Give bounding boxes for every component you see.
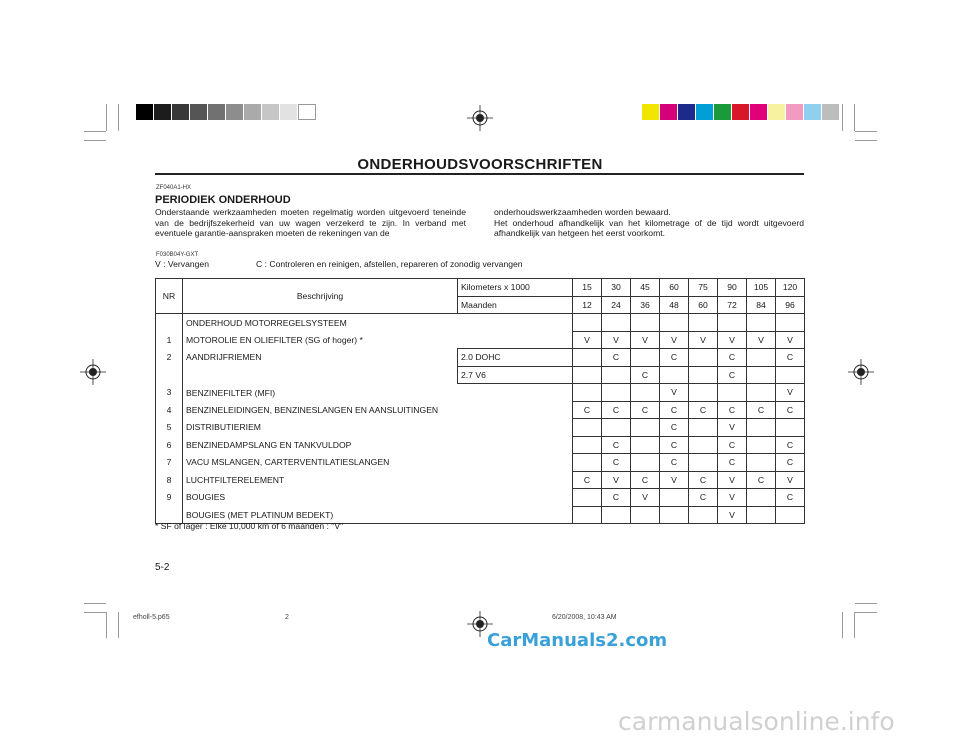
interval-cell: C [718,454,747,472]
row-number: 4 [156,401,183,419]
interval-cell: V [631,489,660,507]
km-cell: 105 [747,279,776,297]
table-row [156,471,805,489]
interval-cell: V [718,506,747,524]
interval-cell [573,384,602,402]
interval-cell: V [660,331,689,349]
months-cell: 48 [660,296,689,314]
interval-cell: C [747,471,776,489]
interval-cell: C [776,401,805,419]
interval-cell: C [718,401,747,419]
interval-cell [689,419,718,437]
gray-swatch [244,104,262,120]
months-cell: 60 [689,296,718,314]
footnote: * SF of lager : Elke 10,000 km of 6 maanden : "V" [155,521,344,531]
interval-cell: C [660,454,689,472]
interval-cell: V [602,331,631,349]
color-swatch [750,104,768,120]
interval-cell: C [747,401,776,419]
interval-cell [747,506,776,524]
legend-c: C : Controleren en reinigen, afstellen, repareren of zonodig vervangen [256,259,523,269]
table-row [156,419,805,437]
km-cell: 30 [602,279,631,297]
interval-cell [602,506,631,524]
interval-cell: C [660,401,689,419]
color-swatch [768,104,786,120]
row-number: 2 [156,349,183,367]
row-description: BOUGIES (MET PLATINUM BEDEKT) [183,506,573,524]
gray-swatch [172,104,190,120]
interval-cell: C [602,349,631,367]
row-description [183,366,458,384]
interval-cell [747,349,776,367]
table-header-row [156,279,805,297]
table-row [156,331,805,349]
interval-cell [689,349,718,367]
gray-swatch [262,104,280,120]
interval-cell: V [747,331,776,349]
watermark-online: carmanualsonline.info [618,707,895,736]
interval-cell: C [573,471,602,489]
row-description: BENZINELEIDINGEN, BENZINESLANGEN EN AANSLUITINGEN [183,401,573,419]
interval-cell: C [689,489,718,507]
gray-swatch [280,104,298,120]
interval-cell: C [602,436,631,454]
interval-cell: V [776,471,805,489]
interval-cell [631,384,660,402]
interval-cell [747,419,776,437]
km-cell: 120 [776,279,805,297]
interval-cell: C [718,436,747,454]
months-cell: 36 [631,296,660,314]
legend-code: F030B04Y-GXT [156,252,199,258]
table-row [156,384,805,402]
interval-cell: C [718,349,747,367]
months-cell: 72 [718,296,747,314]
interval-cell: V [660,384,689,402]
interval-cell [631,454,660,472]
interval-cell: C [776,349,805,367]
row-variant: 2.7 V6 [458,366,573,384]
interval-cell [747,436,776,454]
interval-cell [718,384,747,402]
interval-cell [631,436,660,454]
interval-cell: C [689,471,718,489]
row-description: VACU MSLANGEN, CARTERVENTILATIESLANGEN [183,454,573,472]
interval-cell [631,349,660,367]
interval-cell [602,384,631,402]
table-row [156,366,805,384]
months-cell: 12 [573,296,602,314]
interval-cell: V [776,384,805,402]
interval-cell [660,506,689,524]
section-title: PERIODIEK ONDERHOUD [155,194,291,206]
table-row [156,436,805,454]
interval-cell [747,366,776,384]
color-swatch [786,104,804,120]
registration-mark-icon [467,105,493,131]
interval-cell: V [602,471,631,489]
interval-cell [573,454,602,472]
gray-swatch [298,104,316,120]
interval-cell [689,366,718,384]
gray-swatch [226,104,244,120]
interval-cell [631,506,660,524]
interval-cell [573,489,602,507]
months-cell: 96 [776,296,805,314]
legend-v: V : Vervangen [155,259,209,269]
km-cell: 60 [660,279,689,297]
color-swatch [660,104,678,120]
interval-cell [660,489,689,507]
nr-header: NR [156,279,183,314]
interval-cell: C [776,454,805,472]
km-cell: 75 [689,279,718,297]
color-swatch [696,104,714,120]
table-section-row [156,314,805,332]
interval-cell: V [689,331,718,349]
months-cell: 24 [602,296,631,314]
interval-cell [573,436,602,454]
row-number: 9 [156,489,183,507]
section-heading: ONDERHOUD MOTORREGELSYSTEEM [183,314,573,332]
row-description: BENZINEFILTER (MFI) [183,384,573,402]
interval-cell [573,349,602,367]
interval-cell: C [776,489,805,507]
interval-cell: V [631,331,660,349]
registration-mark-icon [80,359,106,385]
gray-swatch [136,104,154,120]
months-cell: 84 [747,296,776,314]
interval-cell [660,366,689,384]
row-description: LUCHTFILTERELEMENT [183,471,573,489]
interval-cell: C [776,436,805,454]
print-file: efholl-5.p65 [133,614,170,621]
interval-cell [776,506,805,524]
intro-paragraph-left: Onderstaande werkzaamheden moeten regelmatig worden uitgevoerd teneinde van de bedrijfszekerheid van uw wagen verzekerd te zijn. In verband met eventuele garantie-aanspraken moeten de rekeningen van de [155,207,466,238]
page-title: ONDERHOUDSVOORSCHRIFTEN [357,156,603,173]
row-number: 8 [156,471,183,489]
color-swatch [678,104,696,120]
interval-cell [602,419,631,437]
interval-cell: V [573,331,602,349]
description-header: Beschrijving [183,279,458,314]
interval-cell [602,366,631,384]
color-swatch [822,104,840,120]
interval-cell [689,454,718,472]
intro-paragraph-right-2: Het onderhoud afhandkelijk van het kilometrage of de tijd wordt uitgevoerd afhandkelijk van hetgeen het eerst voorkomt. [494,217,804,238]
gray-swatch [208,104,226,120]
row-number: 1 [156,331,183,349]
interval-cell [573,419,602,437]
interval-cell: V [776,331,805,349]
interval-cell: C [718,366,747,384]
row-number [156,366,183,384]
interval-cell: C [631,401,660,419]
row-variant: 2.0 DOHC [458,349,573,367]
table-row [156,401,805,419]
print-date: 6/20/2008, 10:43 AM [552,614,617,621]
interval-cell [631,419,660,437]
gray-swatch [190,104,208,120]
table-row [156,349,805,367]
interval-cell [573,506,602,524]
interval-cell [776,419,805,437]
interval-cell [747,489,776,507]
interval-cell: V [660,471,689,489]
row-number: 3 [156,384,183,402]
interval-cell [573,366,602,384]
title-rule [155,173,804,175]
intro-paragraph-right-1: onderhoudswerkzaamheden worden bewaard. [494,207,671,217]
color-swatch [642,104,660,120]
watermark-carmanuals: CarManuals2.com [487,630,668,651]
row-number: 5 [156,419,183,437]
row-description: AANDRIJFRIEMEN [183,349,458,367]
row-number: 6 [156,436,183,454]
interval-cell [689,384,718,402]
interval-cell: V [718,419,747,437]
interval-cell: V [718,331,747,349]
color-swatch [804,104,822,120]
interval-cell: C [631,366,660,384]
interval-cell: C [660,419,689,437]
interval-cell [747,384,776,402]
section-code: ZF040A1-HX [156,185,192,191]
interval-cell: C [689,401,718,419]
interval-cell: C [602,489,631,507]
intro-paragraph-right [494,207,804,239]
interval-cell [689,436,718,454]
gray-swatch [154,104,172,120]
interval-cell [689,506,718,524]
interval-cell: C [631,471,660,489]
page-number: 5-2 [155,562,170,573]
registration-mark-icon [848,359,874,385]
interval-cell [747,454,776,472]
grayscale-bar [136,104,316,120]
print-page: 2 [285,614,289,621]
km-cell: 90 [718,279,747,297]
km-cell: 15 [573,279,602,297]
interval-cell: C [602,454,631,472]
row-description: DISTRIBUTIERIEM [183,419,573,437]
row-description: MOTOROLIE EN OLIEFILTER (SG of hoger) * [183,331,573,349]
color-swatch [714,104,732,120]
maintenance-table [155,278,805,524]
km-cell: 45 [631,279,660,297]
months-label: Maanden [458,296,573,314]
interval-cell: C [602,401,631,419]
interval-cell: V [718,471,747,489]
interval-cell: V [718,489,747,507]
row-description: BOUGIES [183,489,573,507]
row-description: BENZINEDAMPSLANG EN TANKVULDOP [183,436,573,454]
interval-cell: C [660,436,689,454]
table-row [156,489,805,507]
interval-cell: C [573,401,602,419]
interval-cell [776,366,805,384]
row-number: 7 [156,454,183,472]
interval-cell: C [660,349,689,367]
color-swatch [732,104,750,120]
table-row [156,454,805,472]
km-label: Kilometers x 1000 [458,279,573,297]
color-bar [642,104,840,120]
